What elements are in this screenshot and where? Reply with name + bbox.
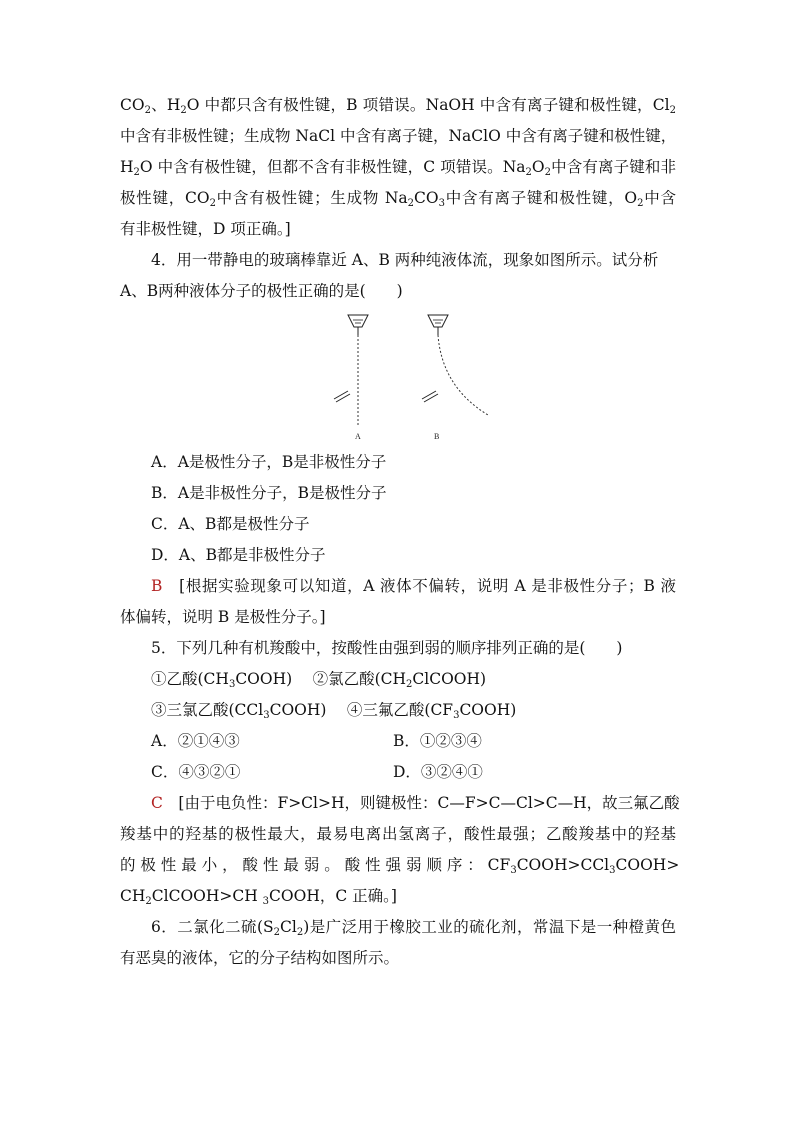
glass-rod-a-icon	[334, 391, 350, 402]
text-line: 有非极性键，D 项正确。]	[120, 220, 291, 238]
answer-explanation: 的 极 性 最 小 ， 酸 性 最 弱 。 酸 性 强 弱 顺 序 ： $CF_3COOH>CCl_3COOH>$	[120, 856, 680, 876]
option-d: D．A、B都是非极性分子	[151, 546, 326, 564]
option-d: D．③②④①	[393, 763, 483, 781]
item-4: ④三氟乙酸$(CF_3COOH)$	[346, 701, 517, 721]
funnel-a-icon	[348, 315, 368, 335]
option-b: B．①②③④	[393, 732, 482, 750]
answer-explanation: 体偏转，说明 B 是极性分子。]	[120, 608, 326, 626]
text-line: 极性键，$CO_2$中含有极性键；生成物 $Na_2CO_3$中含有离子键和极性键，$O_2$中含	[120, 189, 676, 209]
stream-b	[438, 335, 488, 415]
question-stem: 有恶臭的液体，它的分子结构如图所示。	[120, 949, 400, 967]
answer-explanation: C [由于电负性：F>Cl>H，则键极性：C—F>C—Cl>C—H，故三氟乙酸	[151, 794, 680, 812]
answer-explanation: 羧基中的羟基的极性最大，最易电离出氢离子，酸性最强；乙酸羧基中的羟基	[120, 825, 676, 843]
answer-explanation: B [根据实验现象可以知道，A 液体不偏转，说明 A 是非极性分子；B 液	[151, 577, 676, 595]
question-6	[120, 912, 676, 974]
glass-rod-b-icon	[422, 391, 438, 402]
text-line: 中含有非极性键；生成物 NaCl 中含有离子键，NaClO 中含有离子键和极性键，	[120, 127, 677, 145]
answer-letter: C	[151, 794, 163, 812]
figure-label-a: A	[355, 432, 361, 439]
item-1: ①乙酸$(CH_3COOH)$	[151, 670, 293, 690]
question-5	[120, 633, 680, 912]
item-list	[120, 664, 676, 695]
item-list	[120, 695, 676, 726]
question-stem: A、B两种液体分子的极性正确的是( )	[120, 282, 403, 300]
previous-explanation	[120, 90, 676, 245]
option-b: B．A是非极性分子，B是极性分子	[151, 484, 387, 502]
option-a: A．A是极性分子，B是非极性分子	[151, 453, 387, 471]
deflection-diagram	[320, 307, 500, 439]
option-c: C．④③②①	[151, 763, 241, 781]
text-line: $CO_2$、$H_2O$ 中都只含有极性键，B 项错误。NaOH 中含有离子键和极性键，$Cl_2$	[120, 96, 676, 116]
option-a: A．②①④③	[151, 732, 240, 750]
item-3: ③三氯乙酸(CCl$_3$COOH)	[151, 701, 327, 721]
option-c: C．A、B都是极性分子	[151, 515, 310, 533]
answer-letter: B	[151, 577, 163, 595]
text-line: $H_2O$ 中含有极性键，但都不含有非极性键，C 项错误。$Na_2O_2$中含有离子键和非	[120, 158, 676, 178]
answer-explanation: $CH_2ClCOOH>CH$ $_3$COOH，C 正确。]	[120, 887, 397, 907]
question-stem: 5．下列几种有机羧酸中，按酸性由强到弱的顺序排列正确的是( )	[151, 639, 623, 657]
funnel-b-icon	[428, 315, 448, 335]
option-row	[120, 726, 676, 757]
document-page	[120, 90, 680, 974]
question-stem: 6．二氯化二硫$(S_2Cl_2)$是广泛用于橡胶工业的硫化剂，常温下是一种橙黄色	[151, 918, 676, 938]
item-2: ②氯乙酸$(CH_2ClCOOH)$	[312, 670, 487, 690]
figure-label-b: B	[434, 432, 440, 439]
question-stem: 4．用一带静电的玻璃棒靠近 A、B 两种纯液体流，现象如图所示。试分析	[151, 251, 659, 269]
liquid-stream-figure	[120, 307, 676, 447]
question-4	[120, 245, 676, 633]
option-row	[120, 757, 676, 788]
